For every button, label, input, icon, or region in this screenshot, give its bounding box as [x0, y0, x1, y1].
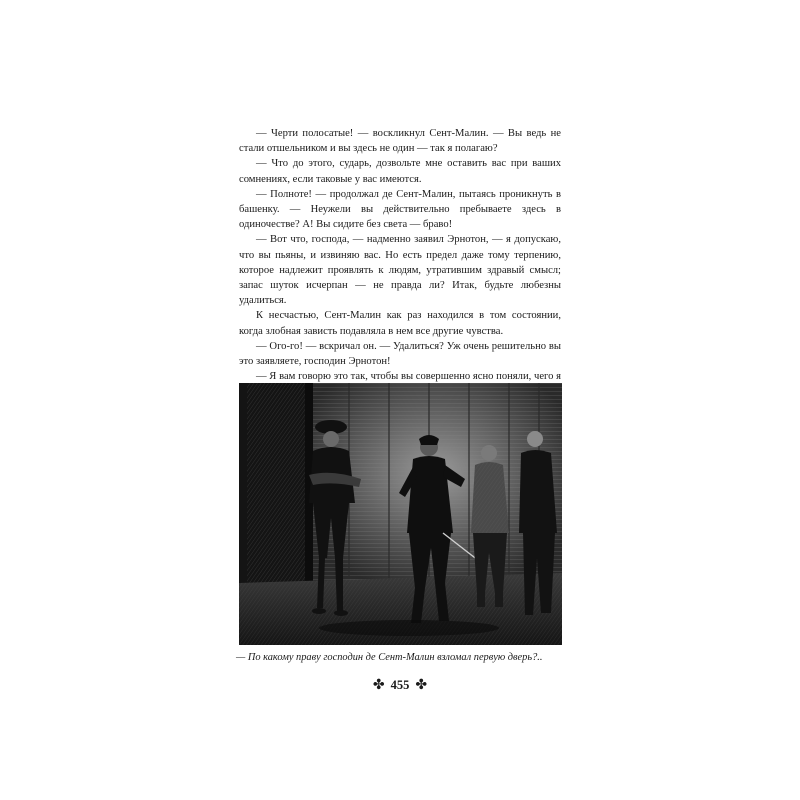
paragraph-6: — Ого-го! — вскричал он. — Удалиться? Уж очень решительно вы это заявляете, господин Эрнотон! [239, 340, 561, 368]
paragraph-4: — Вот что, господа, — надменно заявил Эрнотон, — я допускаю, что вы пьяны, и извиняю вас. Но есть предел даже тому терпению, которое надлежит проявлять к людям, утратившим здравый смысл; запас шуток исчерпан — не правда ли? Итак, будьте любезны удалиться. [239, 234, 561, 307]
body-text [239, 126, 561, 415]
fleuron-left-icon: ✤ [372, 677, 385, 693]
paragraph-1: — Черти полосатые! — воскликнул Сент-Малин. — Вы ведь не стали отшельником и вы здесь не один — так я полагаю? [239, 128, 561, 155]
illustration-caption: — По какому праву господин де Сент-Малин взломал первую дверь?.. [236, 652, 543, 663]
paragraph-3: — Полноте! — продолжал де Сент-Малин, пытаясь проникнуть в башенку. — Неужели вы действительно пребываете здесь в одиночестве? А! Вы сидите без света — браво! [239, 188, 561, 231]
paragraph-2: — Что до этого, сударь, дозвольте мне оставить вас при ваших сомнениях, если таковые у вас имеются. [239, 158, 561, 185]
engraving-scene [239, 383, 562, 645]
page-footer [360, 675, 440, 695]
fleuron-right-icon: ✤ [415, 677, 428, 693]
page-number: 455 [390, 677, 410, 692]
engraving-illustration [239, 383, 562, 645]
paragraph-5: К несчастью, Сент-Малин как раз находился в том состоянии, когда злобная зависть подавляла в нем все другие чувства. [239, 310, 561, 337]
paragraph-7: — Я вам говорю это так, чтобы вы совершенно ясно поняли, чего я [256, 371, 561, 383]
